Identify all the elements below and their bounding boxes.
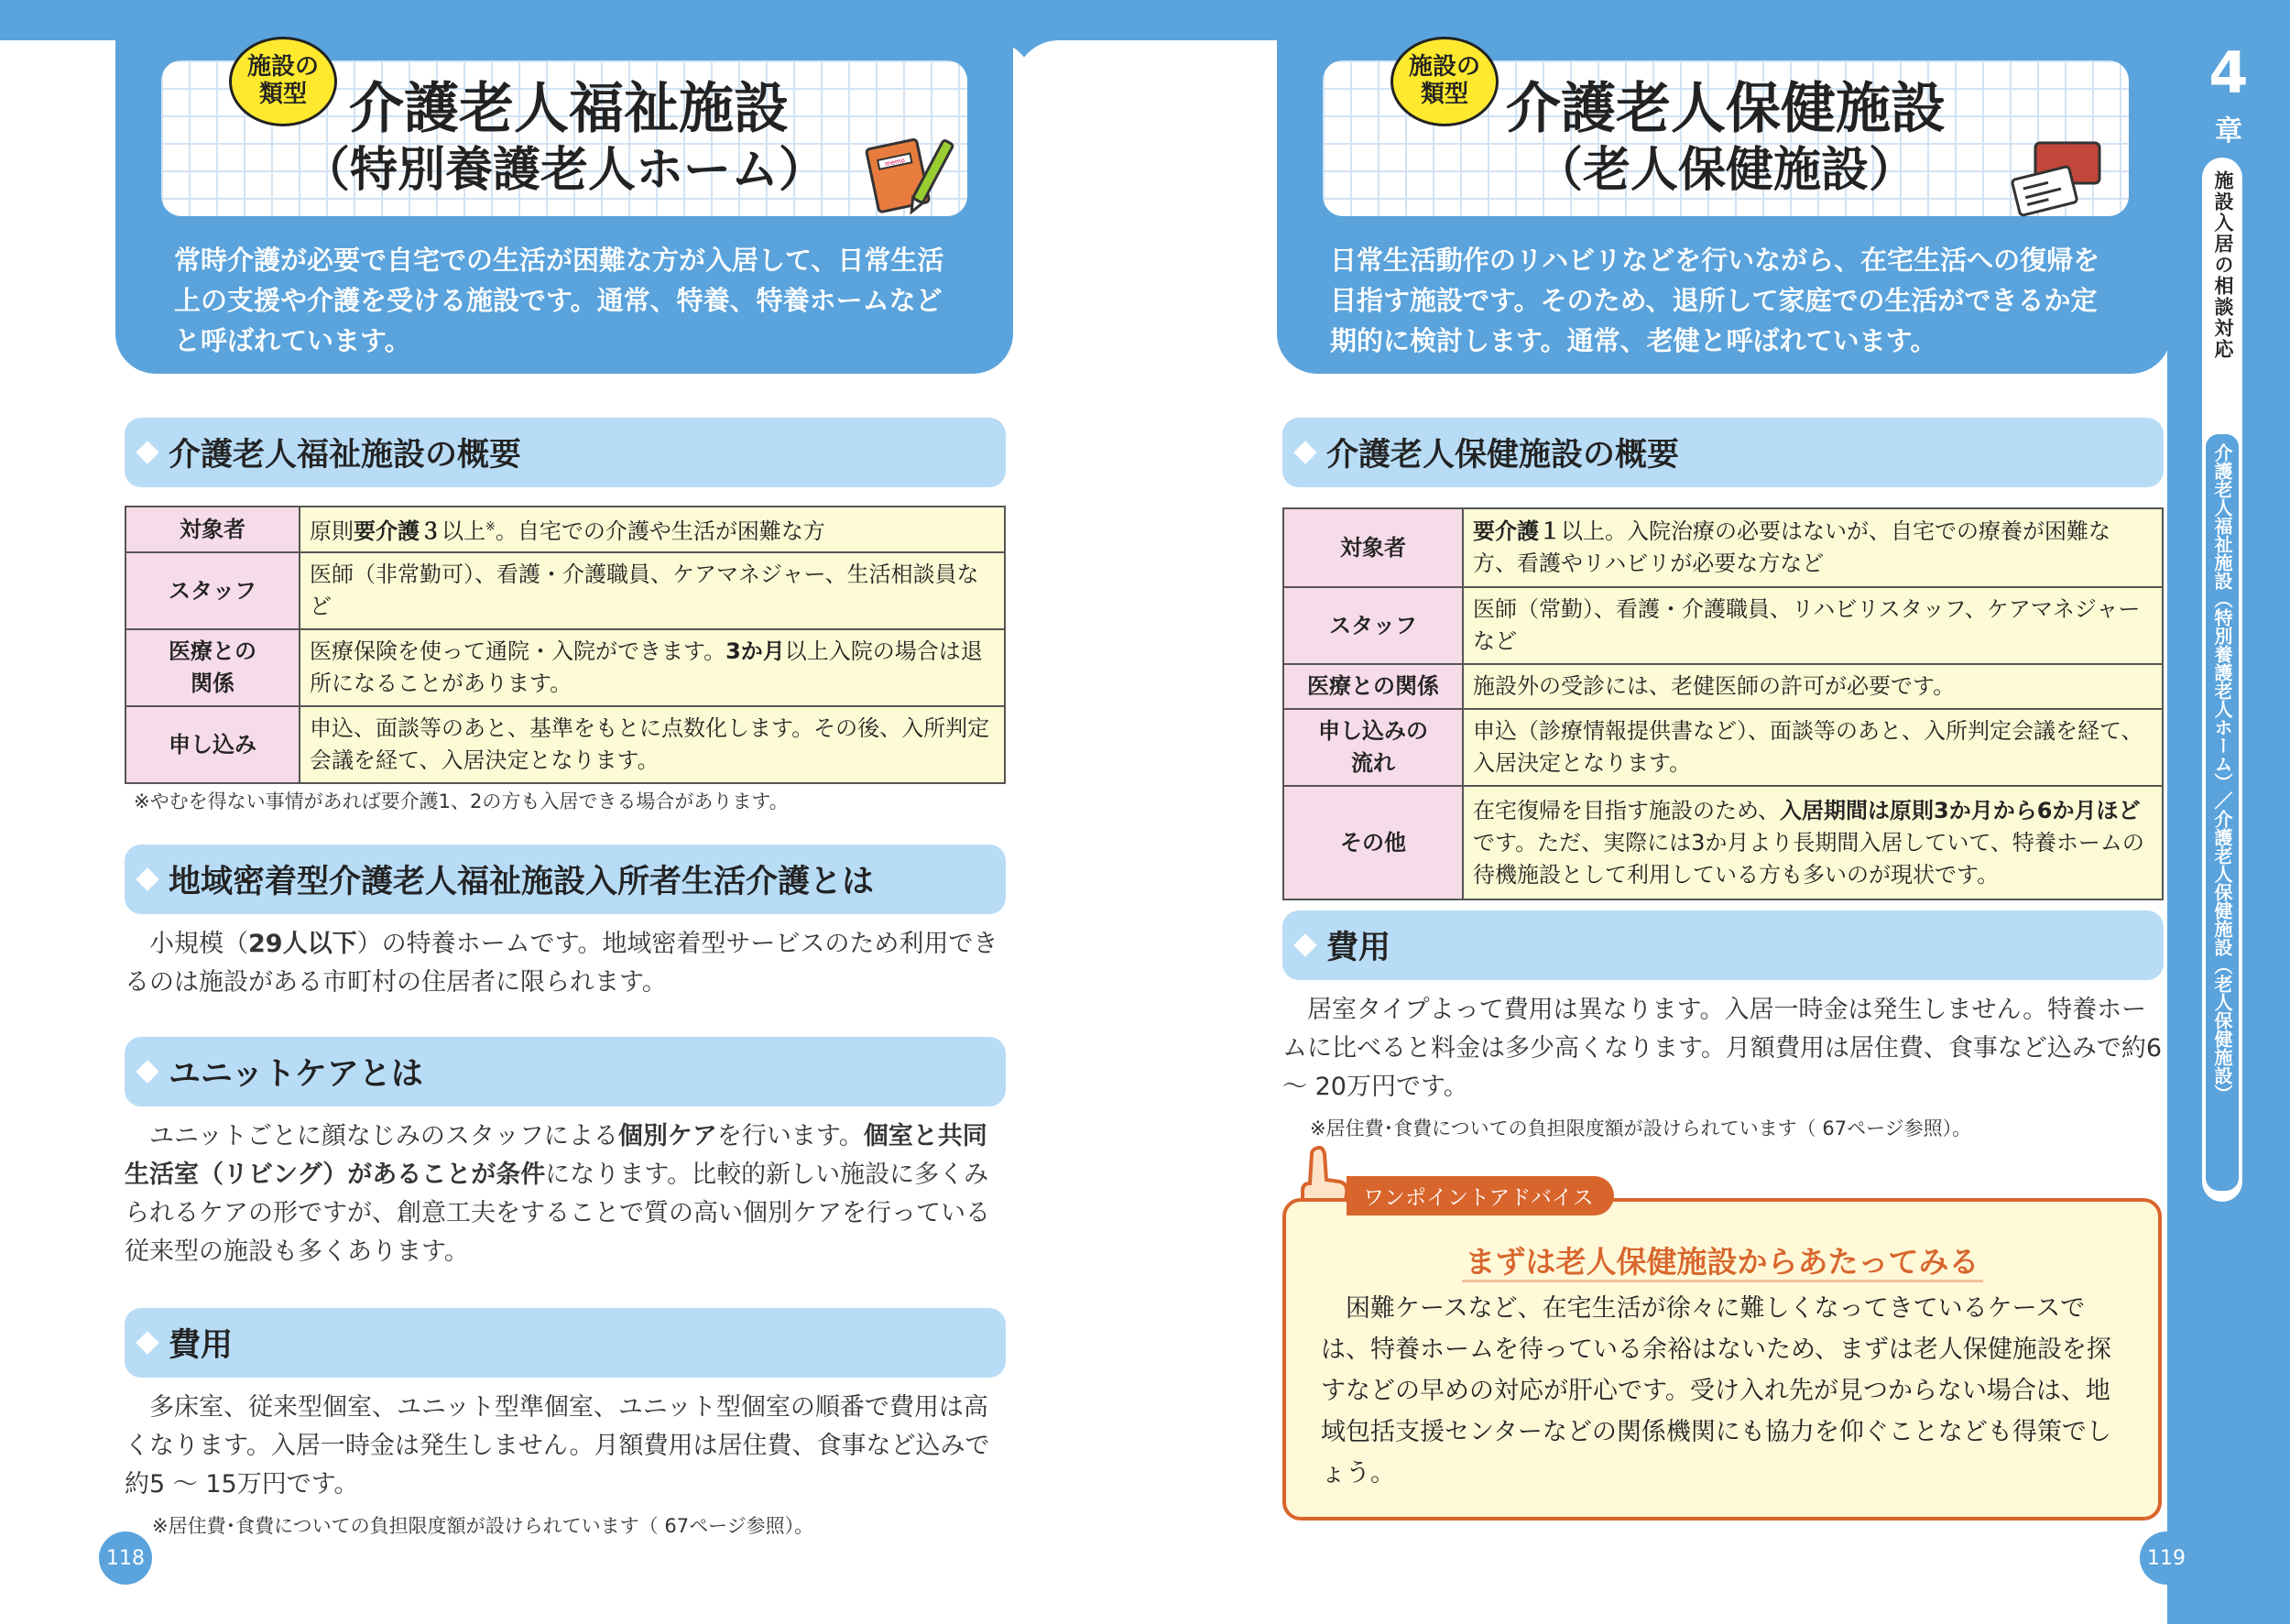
diamond-icon bbox=[1293, 441, 1316, 463]
text-run: ユニットごとに顔なじみのスタッフによる bbox=[149, 1122, 618, 1150]
text-run: ※ bbox=[485, 520, 496, 534]
left-community-heading: 地域密着型介護老人福祉施設入所者生活介護とは bbox=[125, 845, 1006, 914]
row-label bbox=[125, 552, 300, 629]
table-row bbox=[1283, 508, 2163, 587]
text-run: です。ただ、実際には3か月より長期間入居していて、特養ホームの待機施設として利用している方も多いのが現状です。 bbox=[1473, 829, 2144, 888]
text-run: 医療保険を使って通院・入院ができます。 bbox=[310, 638, 726, 664]
row-value bbox=[300, 552, 1005, 629]
row-label-line: スタッフ bbox=[169, 577, 256, 604]
row-value bbox=[1463, 587, 2163, 664]
row-label-line: 申し込み bbox=[169, 731, 256, 758]
text-run: 在宅復帰を目指す施設のため、 bbox=[1473, 797, 1781, 823]
diamond-icon bbox=[136, 441, 158, 463]
table-row bbox=[125, 552, 1005, 629]
text-run: を行います。 bbox=[716, 1122, 864, 1150]
text-run: 以上入院の場合は退所になることがあります。 bbox=[310, 638, 983, 696]
text-run: になります。比較的新しい施設に多くみられるケアの形ですが、創意工夫をすることで質の高い個別ケアを行っている従来型の施設も多くあります。 bbox=[125, 1161, 990, 1266]
text-run: ）の特養ホームです。地域密着型サービスのため利用できるのは施設がある市町村の住居者に限られます。 bbox=[125, 930, 998, 997]
left-cost-heading: 費用 bbox=[125, 1308, 1006, 1378]
left-page bbox=[0, 40, 1033, 1624]
left-type-badge: 施設の 類型 bbox=[229, 37, 337, 126]
text-run: 申込、面談等のあと、基準をもとに点数化します。その後、入所判定会議を経て、入居決定となります。 bbox=[310, 715, 990, 773]
right-overview-heading: 介護老人保健施設の概要 bbox=[1282, 418, 2164, 487]
chapter-label: 章 bbox=[2215, 115, 2242, 147]
memo-pen-icon bbox=[865, 125, 956, 225]
table-row bbox=[125, 629, 1005, 706]
table-row bbox=[125, 706, 1005, 783]
row-label bbox=[1283, 664, 1463, 709]
row-label bbox=[1283, 587, 1463, 664]
emphasis-text: 個別ケア bbox=[617, 1122, 717, 1150]
row-label bbox=[125, 507, 300, 552]
text-run: 施設外の受診には、老健医師の許可が必要です。 bbox=[1473, 673, 1956, 699]
left-overview-heading: 介護老人福祉施設の概要 bbox=[125, 418, 1006, 487]
chapter-index-strip bbox=[2202, 158, 2242, 1202]
left-title-line2: （特別養護老人ホーム） bbox=[301, 143, 826, 198]
current-section-marker bbox=[2206, 434, 2239, 1191]
left-overview-table bbox=[125, 506, 1006, 784]
right-overview-table bbox=[1282, 507, 2164, 900]
text-run: 以上 bbox=[442, 518, 485, 544]
right-hero bbox=[1277, 40, 2171, 374]
left-hero bbox=[115, 40, 1013, 374]
row-value bbox=[300, 629, 1005, 706]
row-label-line: 関係 bbox=[191, 670, 234, 696]
table-row bbox=[125, 507, 1005, 552]
emphasis-text: 入居期間は原則3か月から6か月ほど bbox=[1780, 797, 2141, 823]
svg-text:memo: memo bbox=[884, 156, 906, 169]
row-label bbox=[125, 629, 300, 706]
health-card-icon bbox=[2010, 136, 2110, 218]
table-row bbox=[1283, 709, 2163, 786]
left-cost-note: ※居住費･食費についての負担限度額が設けられています（ 67ページ参照）。 bbox=[152, 1515, 814, 1537]
row-label-line: その他 bbox=[1340, 829, 1406, 856]
emphasis-text: 3か月 bbox=[725, 638, 785, 664]
row-value bbox=[300, 507, 1005, 552]
diamond-icon bbox=[1293, 933, 1316, 956]
row-value bbox=[1463, 786, 2163, 899]
row-value bbox=[1463, 508, 2163, 587]
right-title-line1: 介護老人保健施設 bbox=[1506, 77, 1946, 141]
advice-box bbox=[1282, 1186, 2162, 1520]
emphasis-text: 要介護１ bbox=[1473, 518, 1561, 544]
diamond-icon bbox=[136, 1331, 158, 1354]
left-unit-text bbox=[125, 1117, 1006, 1271]
advice-tag: ワンポイントアドバイス bbox=[1347, 1176, 1614, 1215]
left-intro: 常時介護が必要で自宅での生活が困難な方が入居して、日常生活 上の支援や介護を受ける施設です。通常、特養、特養ホームなど と呼ばれています。 bbox=[174, 245, 944, 356]
table-row bbox=[1283, 664, 2163, 709]
right-cost-text: 居室タイプよって費用は異なります。入居一時金は発生しません。特養ホームに比べると料金は多少高くなります。月額費用は居住費、食事など込みで約6 ～ 20万円です。 bbox=[1282, 996, 2163, 1101]
diamond-icon bbox=[136, 867, 158, 890]
part-title: 施設入居の相談対応 bbox=[2212, 170, 2234, 360]
table-row bbox=[1283, 786, 2163, 899]
text-run: 医師（常勤）、看護・介護職員、リハビリスタッフ、ケアマネジャーなど bbox=[1473, 596, 2141, 654]
table-row bbox=[1283, 587, 2163, 664]
right-cost-note: ※居住費･食費についての負担限度額が設けられています（ 67ページ参照）。 bbox=[1310, 1117, 1972, 1139]
advice-text: 困難ケースなど、在宅生活が徐々に難しくなってきているケースでは、特養ホームを待っている余裕はないため、まずは老人保健施設を探すなどの早めの対応が肝心です。受け入れ先が見つからない場合は、地域包括支援センターなどの関係機関にも協力を仰ぐことなども得策でしょう。 bbox=[1321, 1294, 2111, 1488]
right-type-badge: 施設の 類型 bbox=[1390, 37, 1499, 126]
emphasis-text: 要介護３ bbox=[354, 518, 442, 544]
text-run: 医師（非常勤可）、看護・介護職員、ケアマネジャー、生活相談員など bbox=[310, 561, 979, 619]
page-number-left: 118 bbox=[99, 1531, 152, 1585]
page-number-right: 119 bbox=[2140, 1531, 2193, 1585]
row-label bbox=[1283, 508, 1463, 587]
text-run: 原則 bbox=[310, 518, 354, 544]
left-unit-heading: ユニットケアとは bbox=[125, 1037, 1006, 1106]
advice-title: まずは老人保健施設からあたってみる bbox=[1286, 1238, 2158, 1281]
right-intro: 日常生活動作のリハビリなどを行いながら、在宅生活への復帰を 目指す施設です。そのため、退所して家庭での生活ができるか定 期的に検討します。通常、老健と呼ばれています。 bbox=[1330, 245, 2100, 356]
emphasis-text: 29人以下 bbox=[248, 930, 357, 958]
left-overview-note: ※やむを得ない事情があれば要介護1、2の方も入居できる場合があります。 bbox=[134, 790, 789, 812]
text-run: 。自宅での介護や生活が困難な方 bbox=[495, 518, 825, 544]
text-run: 以上。入院治療の必要はないが、自宅での療養が困難な方、看護やリハビリが必要な方など bbox=[1473, 518, 2110, 576]
left-community-text bbox=[125, 925, 1006, 1002]
row-label bbox=[125, 706, 300, 783]
section-title: 介護老人福祉施設（特別養護老人ホーム）／介護老人保健施設（老人保健施設） bbox=[2211, 443, 2233, 1103]
right-title-line2: （老人保健施設） bbox=[1534, 143, 1916, 198]
row-value bbox=[1463, 664, 2163, 709]
text-run: 申込（診療情報提供書など）、面談等のあと、入所判定会議を経て、入居決定となります。 bbox=[1473, 718, 2143, 776]
row-label-line: 流れ bbox=[1351, 750, 1395, 776]
row-label-line: 医療との bbox=[169, 638, 256, 664]
row-label-line: 対象者 bbox=[180, 516, 245, 542]
row-value bbox=[1463, 709, 2163, 786]
row-value bbox=[300, 706, 1005, 783]
row-label-line: 申し込みの bbox=[1318, 718, 1428, 744]
right-cost-heading: 費用 bbox=[1282, 910, 2164, 980]
left-cost-text: 多床室、従来型個室、ユニット型準個室、ユニット型個室の順番で費用は高くなります。入居一時金は発生しません。月額費用は居住費、食事など込みで約5 ～ 15万円です。 bbox=[125, 1393, 990, 1499]
emphasis-text: 個室と共同生活室（リビング）があることが条件 bbox=[125, 1122, 987, 1189]
row-label-line: 対象者 bbox=[1340, 534, 1406, 561]
diamond-icon bbox=[136, 1060, 158, 1083]
row-label bbox=[1283, 786, 1463, 899]
text-run: 小規模（ bbox=[149, 930, 248, 958]
chapter-tab bbox=[2167, 40, 2290, 1624]
row-label-line: スタッフ bbox=[1329, 612, 1417, 638]
left-title-line1: 介護老人福祉施設 bbox=[349, 77, 789, 141]
row-label bbox=[1283, 709, 1463, 786]
row-label-line: 医療との関係 bbox=[1307, 673, 1439, 699]
chapter-number: 4 bbox=[2208, 39, 2249, 106]
